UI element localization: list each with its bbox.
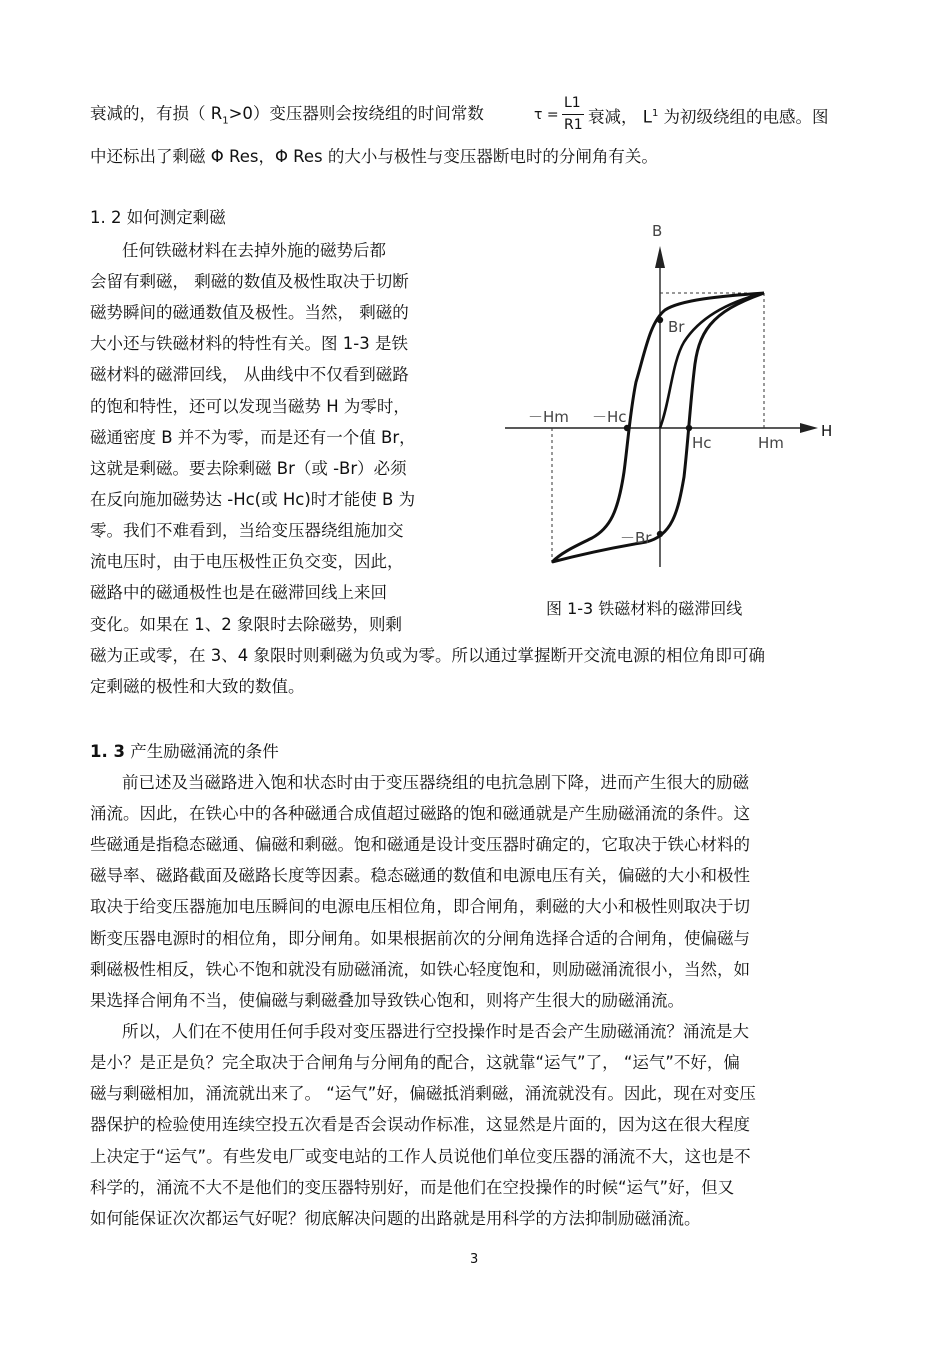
b-axis-arrow	[655, 246, 665, 268]
paragraph-line: 磁通密度 B 并不为零，而是还有一个值 Br，	[90, 428, 416, 447]
section-heading-1-2: 1. 2 如何测定剩磁	[90, 208, 226, 227]
text-line-1	[90, 103, 484, 132]
paragraph-line: 如何能保证次次都运气好呢？彻底解决问题的出路就是用科学的方法抑制励磁涌流。	[90, 1209, 701, 1228]
hc-point	[686, 425, 692, 431]
hysteresis-figure	[500, 212, 833, 582]
text-line-1-tail	[588, 103, 829, 129]
section-number-1-3: 1. 3	[90, 742, 125, 761]
label-H: H	[821, 422, 833, 440]
paragraph-line: 上决定于“运气”。有些发电厂或变电站的工作人员说他们单位变压器的涌流不大，这也是不	[90, 1147, 751, 1166]
label-Hm: Hm	[758, 434, 784, 452]
line1-part-d: 衰减， L	[588, 107, 652, 127]
section-title-1-3: 产生励磁涌流的条件	[124, 742, 279, 761]
line1-part-c: >0）变压器则会按绕组的时间常数	[228, 104, 484, 123]
hysteresis-diagram	[500, 212, 833, 582]
paragraph-line: 任何铁磁材料在去掉外施的磁势后都	[122, 241, 386, 260]
paragraph-line: 会留有剩磁， 剩磁的数值及极性取决于切断	[90, 272, 409, 291]
initial-magnetization-curve	[660, 293, 764, 428]
paragraph-line: 磁与剩磁相加，涌流就出来了。 “运气”好，偏磁抵消剩磁，涌流就没有。因此，现在对变压	[90, 1084, 756, 1103]
neg-br-point	[657, 531, 663, 537]
paragraph-line: 的饱和特性，还可以发现当磁势 H 为零时，	[90, 397, 410, 416]
paragraph-line: 流电压时，由于电压极性正负交变，因此，	[90, 552, 404, 571]
formula-fraction-bar	[562, 114, 584, 115]
br-point	[657, 317, 663, 323]
figure-caption: 图 1-3 铁磁材料的磁滞回线	[546, 599, 743, 618]
line1-part-a: 衰减的，有损（ R	[90, 104, 223, 123]
section-heading-1-3	[90, 741, 279, 763]
paragraph-line: 磁路中的磁通极性也是在磁滞回线上来回	[90, 583, 387, 602]
paragraph-line: 变化。如果在 1、2 象限时去除磁势，则剩	[90, 615, 402, 634]
line1-sub-e: 1	[651, 108, 659, 119]
line1-sub-a: 1	[222, 115, 229, 127]
paragraph-line: 所以，人们在不使用任何手段对变压器进行空投操作时是否会产生励磁涌流？涌流是大	[122, 1022, 749, 1041]
paragraph-line: 大小还与铁磁材料的特性有关。图 1-3 是铁	[90, 334, 408, 353]
label-B: B	[652, 222, 663, 240]
paragraph-line: 这就是剩磁。要去除剩磁 Br（或 -Br）必须	[90, 459, 407, 478]
label-Br: Br	[668, 318, 685, 336]
paragraph-line: 定剩磁的极性和大致的数值。	[90, 677, 305, 696]
paragraph-line: 果选择合闸角不当，使偏磁与剩磁叠加导致铁心饱和，则将产生很大的励磁涌流。	[90, 991, 684, 1010]
text-line-2: 中还标出了剩磁 Φ Res，Φ Res 的大小与极性与变压器断电时的分闸角有关。	[90, 147, 658, 166]
label-neg-Hm: －Hm	[528, 408, 569, 426]
paragraph-line: 零。我们不难看到，当给变压器绕组施加交	[90, 521, 404, 540]
formula-denominator: R1	[564, 117, 583, 133]
paragraph-line: 断变压器电源时的相位角，即分闸角。如果根据前次的分闸角选择合适的合闸角，使偏磁与	[90, 929, 750, 948]
formula-numerator: L1	[564, 95, 581, 111]
paragraph-line: 是小？是正是负？完全取决于合闸角与分闸角的配合，这就靠“运气”了， “运气”不好，偏	[90, 1053, 740, 1072]
paragraph-line: 剩磁极性相反，铁心不饱和就没有励磁涌流，如铁心轻度饱和，则励磁涌流很小，当然，如	[90, 960, 750, 979]
formula-tau: τ =	[534, 107, 559, 123]
line1-part-f: 为初级绕组的电感。图	[658, 107, 829, 127]
paragraph-line: 前已述及当磁路进入饱和状态时由于变压器绕组的电抗急剧下降，进而产生很大的励磁	[122, 773, 749, 792]
paragraph-line: 在反向施加磁势达 -Hc(或 Hc)时才能使 B 为	[90, 490, 416, 509]
paragraph-line: 磁材料的磁滞回线， 从曲线中不仅看到磁路	[90, 365, 409, 384]
paragraph-line: 科学的，涌流不大不是他们的变压器特别好，而是他们在空投操作的时候“运气”好，但又	[90, 1178, 735, 1197]
paragraph-line: 涌流。因此，在铁心中的各种磁通合成值超过磁路的饱和磁通就是产生励磁涌流的条件。这	[90, 804, 750, 823]
page-number: 3	[470, 1252, 479, 1267]
paragraph-line: 些磁通是指稳态磁通、偏磁和剩磁。饱和磁通是设计变压器时确定的，它取决于铁心材料的	[90, 835, 750, 854]
label-neg-Hc: －Hc	[592, 408, 627, 426]
paragraph-line: 磁势瞬间的磁通数值及极性。当然， 剩磁的	[90, 303, 409, 322]
paragraph-line: 取决于给变压器施加电压瞬间的电源电压相位角，即合闸角，剩磁的大小和极性则取决于切	[90, 897, 750, 916]
paragraph-line: 磁导率、磁路截面及磁路长度等因素。稳态磁通的数值和电源电压有关，偏磁的大小和极性	[90, 866, 750, 885]
label-Hc: Hc	[692, 434, 712, 452]
paragraph-line: 磁为正或零，在 3、4 象限时则剩磁为负或为零。所以通过掌握断开交流电源的相位角即可确	[90, 646, 765, 665]
paragraph-line: 器保护的检验使用连续空投五次看是否会误动作标准，这显然是片面的，因为这在很大程度	[90, 1115, 750, 1134]
label-neg-Br: －Br	[620, 529, 652, 547]
h-axis-arrow	[800, 423, 818, 433]
